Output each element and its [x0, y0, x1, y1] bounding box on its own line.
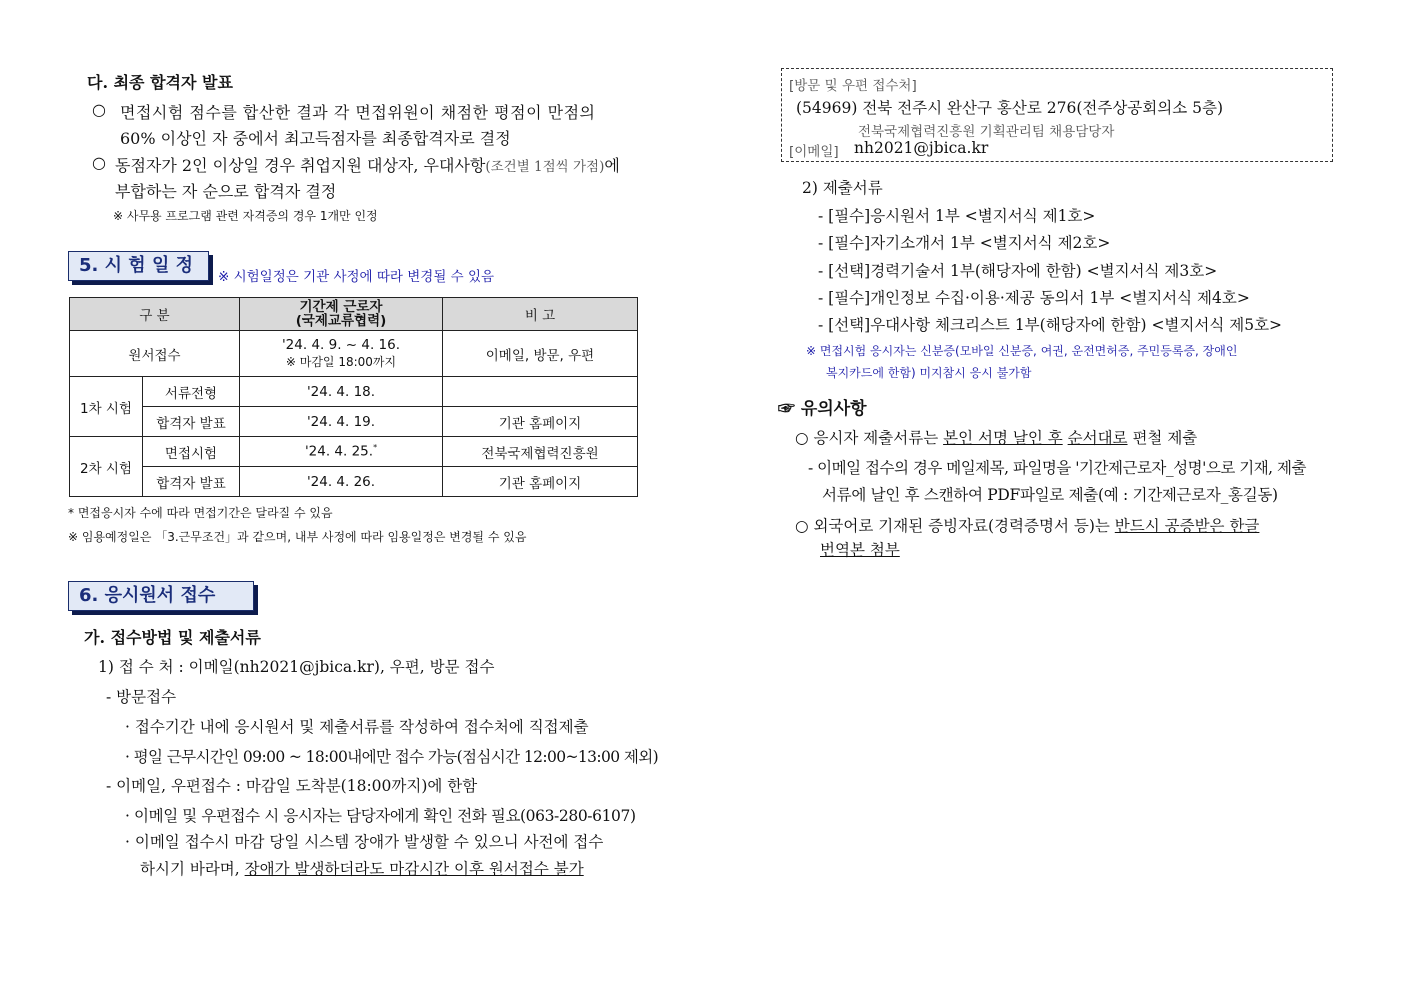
round2-result: 합격자 발표 [143, 467, 240, 497]
email-item-2: · 이메일 접수시 마감 당일 시스템 장애가 발생할 수 있으니 사전에 접수 [125, 833, 604, 851]
post-address: (54969) 전북 전주시 완산구 홍산로 276(전주상공회의소 5층) [796, 99, 1223, 117]
caution-item-2-line2: 서류에 날인 후 스캔하여 PDF파일로 제출(예 : 기간제근로자_홍길동) [822, 486, 1278, 504]
round2-result-note: 기관 홈페이지 [443, 467, 638, 497]
round1-result-note: 기관 홈페이지 [443, 407, 638, 437]
visit-item-2: · 평일 근무시간인 09:00 ~ 18:00내에만 접수 가능(점심시간 12:00~13:00 제외) [125, 748, 659, 766]
post-email-label: [이메일] [789, 144, 839, 160]
round1-result: 합격자 발표 [143, 407, 240, 437]
row-application-date: '24. 4. 9. ~ 4. 16. ※ 마감일 18:00까지 [240, 331, 443, 377]
round2-label: 2차 시험 [70, 437, 143, 497]
round1-doc-note [443, 377, 638, 407]
header-category: 구 분 [70, 298, 240, 331]
final-item-2-bullet: ○ [92, 153, 106, 172]
post-label: [방문 및 우편 접수처] [789, 78, 917, 94]
visit-item-1: · 접수기간 내에 응시원서 및 제출서류를 작성하여 접수처에 직접제출 [125, 718, 589, 736]
header-worker: 기간제 근로자 (국제교류협력) [240, 298, 443, 331]
doc-item-5: - [선택]우대사항 체크리스트 1부(해당자에 한함) <별지서식 제5호> [818, 316, 1283, 334]
round1-result-date: '24. 4. 19. [240, 407, 443, 437]
doc-item-2: - [필수]자기소개서 1부 <별지서식 제2호> [818, 234, 1111, 252]
row-application-note: 이메일, 방문, 우편 [443, 331, 638, 377]
table-note-2: ※ 임용예정일은 「3.근무조건」과 같으며, 내부 사정에 따라 임용일정은 변경될 수 있음 [68, 530, 527, 544]
exam-schedule-table [69, 297, 638, 497]
round2-interview: 면접시험 [143, 437, 240, 467]
final-item-1-bullet: ○ [92, 100, 106, 119]
post-address-box [781, 68, 1333, 162]
doc-item-4: - [필수]개인정보 수집·이용·제공 동의서 1부 <별지서식 제4호> [818, 289, 1250, 307]
round2-interview-note: 전북국제협력진흥원 [443, 437, 638, 467]
docs-title: 2) 제출서류 [802, 179, 883, 197]
caution-item-3-line1: ○ 외국어로 기재된 증빙자료(경력증명서 등)는 반드시 공증받은 한글 [795, 517, 1260, 535]
caution-item-2-line1: - 이메일 접수의 경우 메일제목, 파일명을 '기간제근로자_성명'으로 기재, 제출 [808, 459, 1306, 477]
caution-item-1: ○ 응시자 제출서류는 본인 서명 날인 후 순서대로 편철 제출 [795, 429, 1198, 447]
round1-label: 1차 시험 [70, 377, 143, 437]
id-note-line1: ※ 면접시험 응시자는 신분증(모바일 신분증, 여권, 운전면허증, 주민등록증, 장애인 [806, 344, 1238, 358]
doc-item-1: - [필수]응시원서 1부 <별지서식 제1호> [818, 207, 1096, 225]
table-note-1: * 면접응시자 수에 따라 면접기간은 달라질 수 있음 [68, 506, 333, 520]
row-application: 원서접수 [70, 331, 240, 377]
round1-doc-date: '24. 4. 18. [240, 377, 443, 407]
caution-item-3-line2: 번역본 첨부 [820, 541, 900, 559]
section5-note: ※ 시험일정은 기관 사정에 따라 변경될 수 있음 [218, 269, 495, 285]
final-heading: 다. 최종 합격자 발표 [87, 73, 233, 92]
post-email: nh2021@jbica.kr [854, 139, 989, 157]
caution-title: ☞ 유의사항 [778, 399, 867, 419]
final-item-2-line2: 부합하는 자 순으로 합격자 결정 [115, 182, 337, 201]
final-item-1-line1: 면접시험 점수를 합산한 결과 각 면접위원이 채점한 평점이 만점의 [120, 103, 596, 122]
email-item-1: · 이메일 및 우편접수 시 응시자는 담당자에게 확인 전화 필요(063-280-6107) [125, 807, 636, 825]
doc-item-3: - [선택]경력기술서 1부(해당자에 한함) <별지서식 제3호> [818, 262, 1218, 280]
post-department: 전북국제협력진흥원 기획관리팀 채용담당자 [858, 124, 1115, 140]
receipt-line: 1) 접 수 처 : 이메일(nh2021@jbica.kr), 우편, 방문 접수 [98, 658, 495, 676]
visit-label: - 방문접수 [106, 688, 177, 706]
final-note: ※ 사무용 프로그램 관련 자격증의 경우 1개만 인정 [113, 209, 378, 223]
final-item-1-line2: 60% 이상인 자 중에서 최고득점자를 최종합격자로 결정 [120, 129, 511, 148]
section6-subheading: 가. 접수방법 및 제출서류 [84, 628, 261, 647]
header-remark: 비 고 [443, 298, 638, 331]
section5-title: 5. 시 험 일 정 [68, 251, 209, 281]
round2-result-date: '24. 4. 26. [240, 467, 443, 497]
final-item-2-line1: 동점자가 2인 이상일 경우 취업지원 대상자, 우대사항(조건별 1점씩 가점)에 [115, 156, 620, 175]
email-item-2-cont: 하시기 바라며, 장애가 발생하더라도 마감시간 이후 원서접수 불가 [140, 860, 584, 878]
email-label: - 이메일, 우편접수 : 마감일 도착분(18:00까지)에 한함 [106, 777, 478, 795]
round2-interview-date: '24. 4. 25.* [240, 437, 443, 467]
round1-doc-screening: 서류전형 [143, 377, 240, 407]
id-note-line2: 복지카드에 한함) 미지참시 응시 불가함 [826, 366, 1032, 380]
section6-title: 6. 응시원서 접수 [68, 581, 254, 611]
